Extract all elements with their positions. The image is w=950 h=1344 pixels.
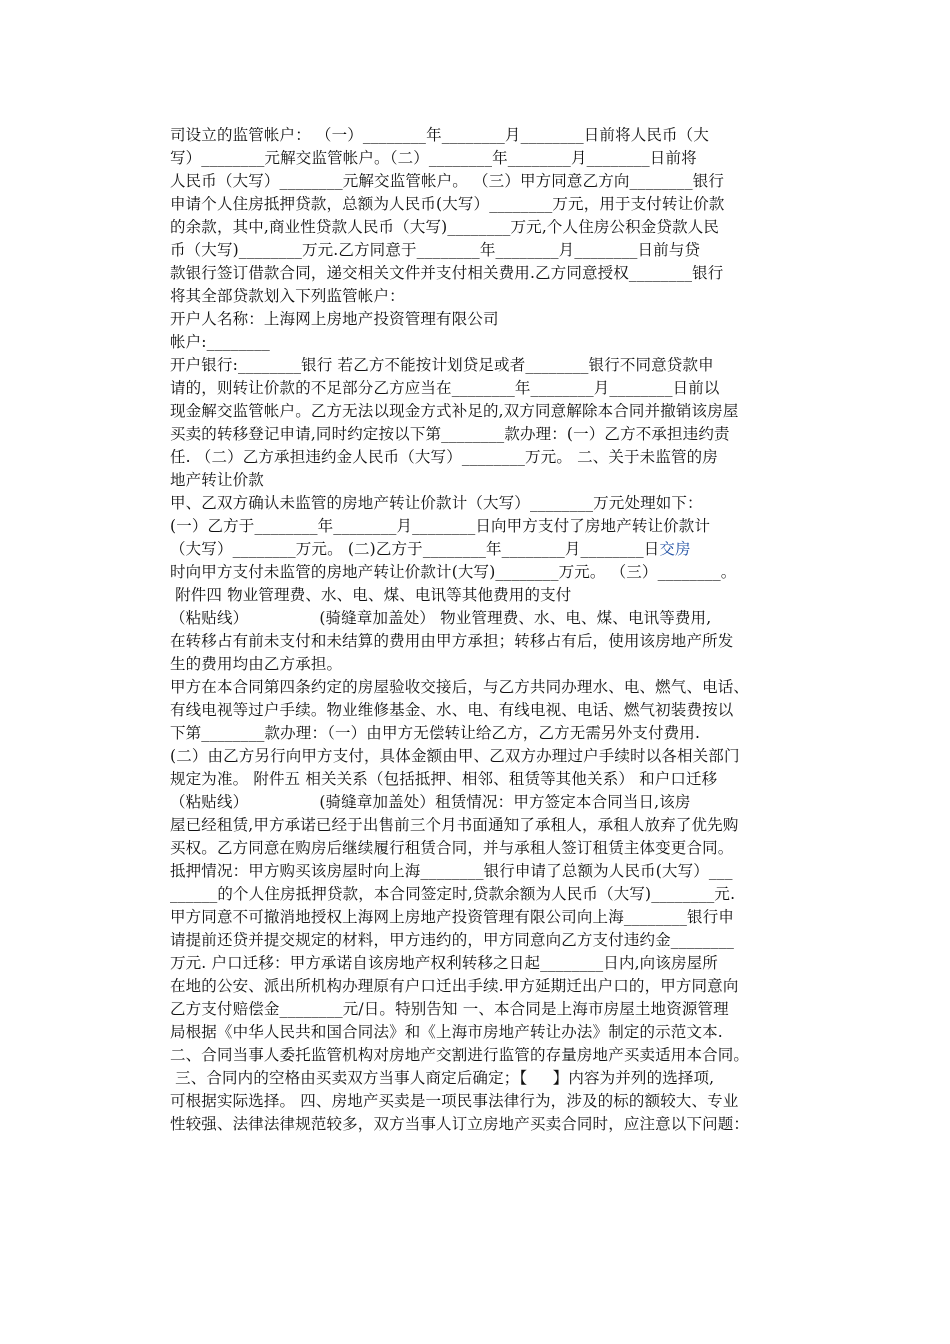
text-line: 乙方支付赔偿金________元/日。特别告知 一、本合同是上海市房屋土地资源管理 (170, 1000, 729, 1018)
text-line: 开户人名称：上海网上房地产投资管理有限公司 (170, 310, 499, 328)
text-line: 任. （二）乙方承担违约金人民币（大写）________万元。 二、关于未监管的房 (170, 448, 718, 466)
text-line: （粘贴线） (骑缝章加盖处）租赁情况：甲方签定本合同当日,该房 (170, 793, 691, 811)
text-line: 在转移占有前未支付和未结算的费用由甲方承担；转移占有后，使用该房地产所发 (170, 632, 734, 650)
text-line: 将其全部贷款划入下列监管帐户： (170, 287, 405, 305)
text-line: 地产转让价款 (170, 471, 264, 489)
text-line: 开户银行:________银行 若乙方不能按计划贷足或者________银行不同意贷款申 (170, 356, 714, 374)
text-line: 有线电视等过户手续。物业维修基金、水、电、有线电视、电话、燃气初装费按以 (170, 701, 734, 719)
text-line: 写）________元解交监管帐户。（二）________年________月________日前将 (170, 149, 697, 167)
text-line: 下第________款办理：（一）由甲方无偿转让给乙方，乙方无需另外支付费用. (170, 724, 701, 742)
text-line: 生的费用均由乙方承担。 (170, 655, 343, 673)
text-line: 二、合同当事人委托监管机构对房地产交割进行监管的存量房地产买卖适用本合同。 (170, 1046, 750, 1064)
text-line: (二）由乙方另行向甲方支付，具体金额由甲、乙双方办理过户手续时以各相关部门 (170, 747, 740, 765)
text-line: 申请个人住房抵押贷款，总额为人民币(大写）________万元，用于支付转让价款 (170, 195, 725, 213)
text-line: 屋已经租赁,甲方承诺已经于出售前三个月书面通知了承租人，承租人放弃了优先购 (170, 816, 739, 834)
text-line: 三、合同内的空格由买卖双方当事人商定后确定；【 】内容为并列的选择项, (170, 1069, 715, 1087)
text-line: 现金解交监管帐户。乙方无法以现金方式补足的,双方同意解除本合同并撤销该房屋 (170, 402, 739, 420)
text-line: 局根据《中华人民共和国合同法》和《上海市房地产转让办法》制定的示范文本. (170, 1023, 723, 1041)
text-line: 人民币（大写）________元解交监管帐户。 （三）甲方同意乙方向________银行 (170, 172, 725, 190)
text-line: 请提前还贷并提交规定的材料，甲方违约的，甲方同意向乙方支付违约金________ (170, 931, 735, 949)
text-line: 的余款，其中,商业性贷款人民币（大写)________万元,个人住房公积金贷款人民 (170, 218, 720, 236)
text-line: （粘贴线） (骑缝章加盖处） 物业管理费、水、电、煤、电讯等费用, (170, 609, 712, 627)
text-line: 甲、乙双方确认未监管的房地产转让价款计（大写）________万元处理如下： (170, 494, 703, 512)
text-line: 性较强、法律法律规范较多，双方当事人订立房地产买卖合同时，应注意以下问题： (170, 1115, 750, 1133)
text-line: （大写）________万元。 (二)乙方于________年________月________日交房 (170, 540, 691, 558)
text-line: ______的个人住房抵押贷款，本合同签定时,贷款余额为人民币（大写)________元. (170, 885, 736, 903)
text-line: 附件四 物业管理费、水、电、煤、电讯等其他费用的支付 (170, 586, 572, 604)
text-line: 请的，则转让价款的不足部分乙方应当在________年________月________日前以 (170, 379, 720, 397)
text-line: (一）乙方于________年________月________日向甲方支付了房地产转让价款计 (170, 517, 711, 535)
text-line: 规定为准。 附件五 相关关系（包括抵押、相邻、租赁等其他关系） 和户口迁移 (170, 770, 718, 788)
text-line: 万元. 户口迁移：甲方承诺自该房地产权利转移之日起________日内,向该房屋所 (170, 954, 718, 972)
text-line: 买卖的转移登记申请,同时约定按以下第________款办理：(一）乙方不承担违约责 (170, 425, 730, 443)
text-line: 款银行签订借款合同，递交相关文件并支付相关费用.乙方同意授权________银行 (170, 264, 724, 282)
text-line: 甲方在本合同第四条约定的房屋验收交接后，与乙方共同办理水、电、燃气、电话、 (170, 678, 750, 696)
text-line: 抵押情况：甲方购买该房屋时向上海________银行申请了总额为人民币(大写）___ (170, 862, 733, 880)
link-text[interactable]: 交房 (659, 540, 691, 558)
text-line: 司设立的监管帐户： （一）________年________月________日前将人民币（大 (170, 126, 709, 144)
text-line: 买权。乙方同意在购房后继续履行租赁合同，并与承租人签订租赁主体变更合同。 (170, 839, 734, 857)
text-line: 币（大写)________万元.乙方同意于________年________月________日前与贷 (170, 241, 701, 259)
text-line: 可根据实际选择。 四、房地产买卖是一项民事法律行为，涉及的标的额较大、专业 (170, 1092, 739, 1110)
text-line: 甲方同意不可撤消地授权上海网上房地产投资管理有限公司向上海________银行申 (170, 908, 735, 926)
document-body (170, 124, 800, 1136)
text-line: 在地的公安、派出所机构办理原有户口迁出手续.甲方延期迁出户口的，甲方同意向 (170, 977, 739, 995)
text-line: 时向甲方支付未监管的房地产转让价款计(大写)________万元。 （三）________。 (170, 563, 737, 581)
text-line: 帐户:________ (170, 333, 270, 351)
